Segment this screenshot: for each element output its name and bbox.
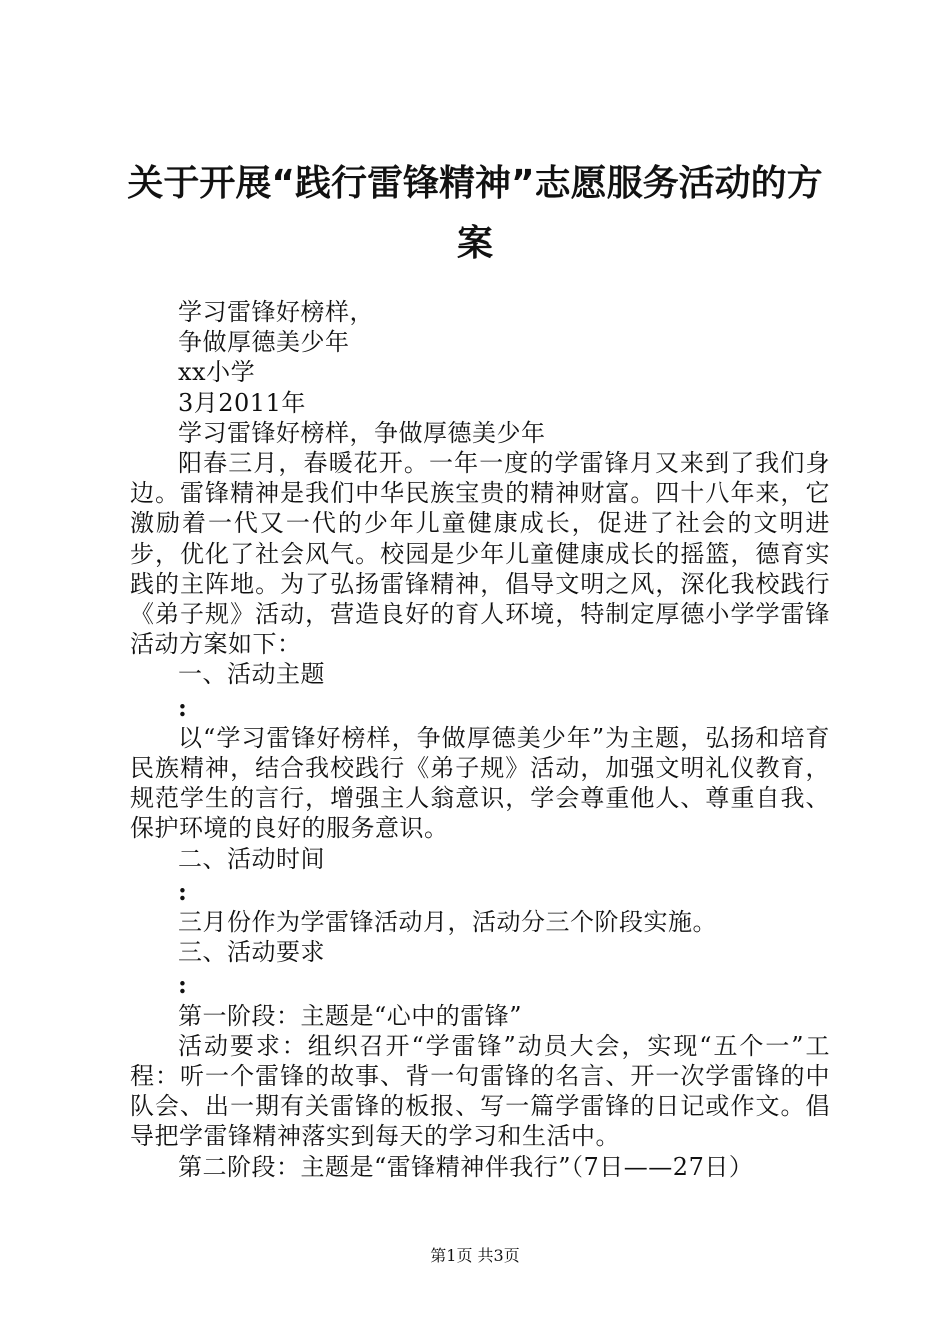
document-title-line-1: 关于开展“践行雷锋精神”志愿服务活动的方 [127, 163, 823, 204]
school-name: xx小学 [178, 358, 256, 387]
document-body [130, 297, 830, 1182]
slogan-line-2: 争做厚德美少年 [178, 328, 350, 357]
section-colon: : [178, 970, 188, 1000]
page-footer: 第1页 共3页 [430, 1246, 520, 1265]
subtitle: 学习雷锋好榜样，争做厚德美少年 [178, 418, 546, 447]
slogan-line-1: 学习雷锋好榜样， [178, 298, 374, 326]
section-heading-time: 二、活动时间 [178, 844, 325, 873]
time-paragraph: 三月份作为学雷锋活动月，活动分三个阶段实施。 [178, 908, 717, 937]
section-colon: : [178, 876, 188, 906]
document-date: 3月2011年 [178, 388, 306, 417]
section-heading-requirements: 三、活动要求 [178, 938, 325, 967]
section-heading-theme: 一、活动主题 [178, 660, 325, 689]
stage-one-paragraph: 活动要求：组织召开“学雷锋”动员大会，实现“五个一”工程：听一个雷锋的故事、背一句雷锋的名言、开一次学雷锋的中队会、出一期有关雷锋的板报、写一篇学雷锋的日记或作文。倡导把学雷锋精神落实到每天的学习和生活中。 [130, 1031, 830, 1151]
theme-paragraph: 以“学习雷锋好榜样，争做厚德美少年”为主题，弘扬和培育民族精神，结合我校践行《弟子规》活动，加强文明礼仪教育，规范学生的言行，增强主人翁意识，学会尊重他人、尊重自我、保护环境的良好的服务意识。 [130, 723, 830, 843]
stage-one-heading: 第一阶段：主题是“心中的雷锋” [178, 1001, 523, 1030]
stage-two-heading: 第二阶段：主题是“雷锋精神伴我行”（7日——27日） [178, 1152, 754, 1181]
intro-paragraph: 阳春三月，春暖花开。一年一度的学雷锋月又来到了我们身边。雷锋精神是我们中华民族宝贵的精神财富。四十八年来，它激励着一代又一代的少年儿童健康成长，促进了社会的文明进步，优化了社会风气。校园是少年儿童健康成长的摇篮，德育实践的主阵地。为了弘扬雷锋精神，倡导文明之风，深化我校践行《弟子规》活动，营造良好的育人环境，特制定厚德小学学雷锋活动方案如下： [130, 449, 830, 659]
section-colon: : [178, 692, 188, 722]
document-title-line-2: 案 [456, 223, 493, 264]
